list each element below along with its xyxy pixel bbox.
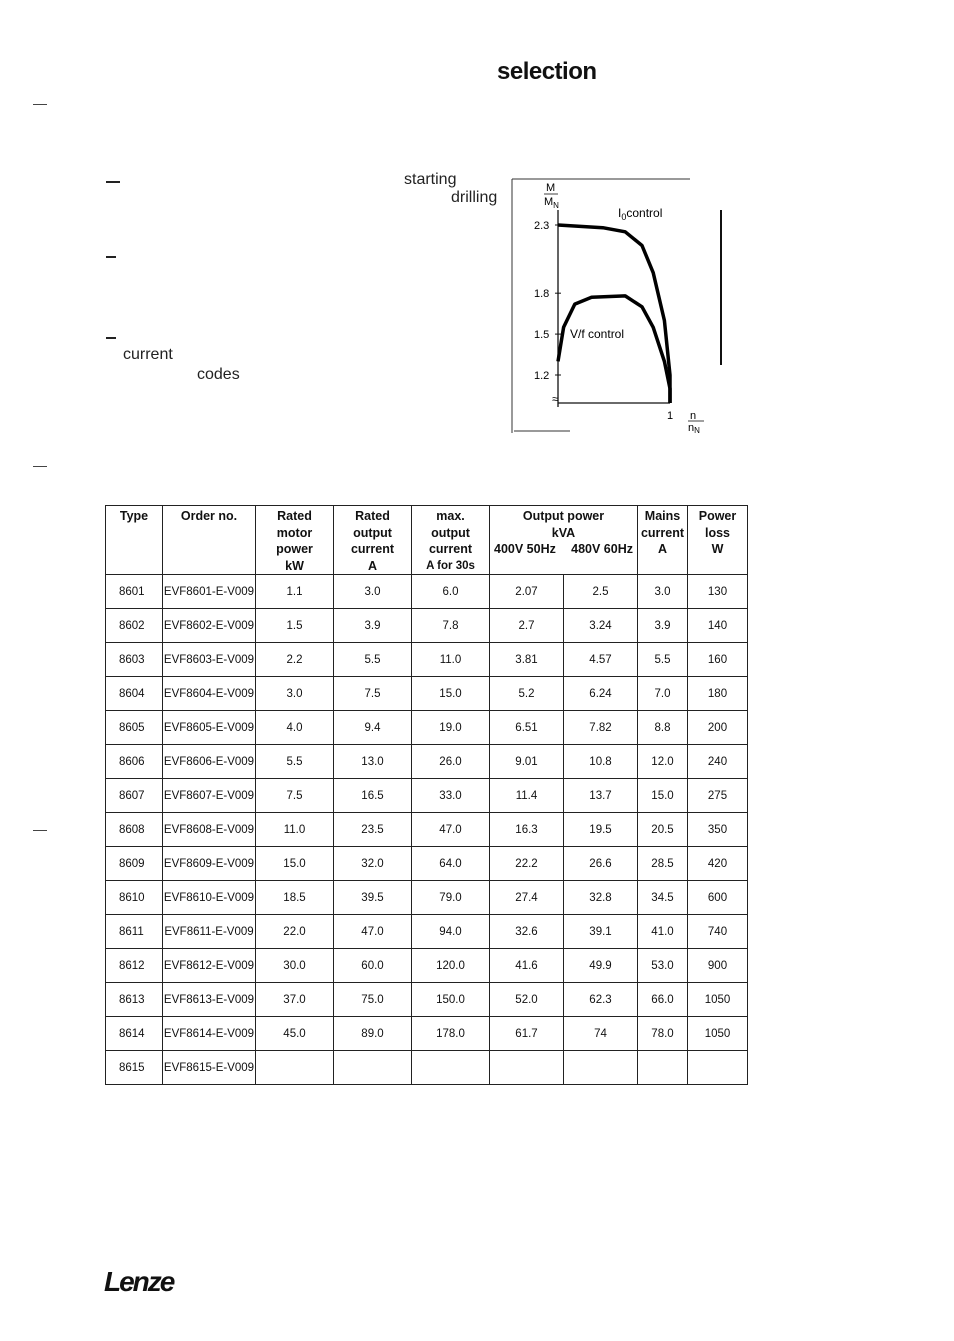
cell-mains-current: 3.0 xyxy=(638,575,688,609)
cell-order-no: EVF8601-E-V009 xyxy=(163,575,256,609)
cell-output-480v: 39.1 xyxy=(564,915,638,949)
cell-max-current: 120.0 xyxy=(412,949,490,983)
cell-power-loss: 200 xyxy=(688,711,748,745)
cell-max-current: 15.0 xyxy=(412,677,490,711)
cell-rated-current: 3.0 xyxy=(334,575,412,609)
cell-rated-power: 3.0 xyxy=(256,677,334,711)
cell-max-current: 178.0 xyxy=(412,1017,490,1051)
cell-max-current: 47.0 xyxy=(412,813,490,847)
table-row xyxy=(106,779,748,813)
cell-output-480v: 13.7 xyxy=(564,779,638,813)
header-type: Type xyxy=(106,506,163,575)
cell-output-480v: 32.8 xyxy=(564,881,638,915)
cell-output-400v: 61.7 xyxy=(490,1017,564,1051)
cell-rated-current: 39.5 xyxy=(334,881,412,915)
cell-max-current: 11.0 xyxy=(412,643,490,677)
cell-max-current xyxy=(412,1051,490,1085)
y-tick-label: 2.3 xyxy=(534,220,550,232)
cell-type: 8613 xyxy=(106,983,163,1017)
spec-table-body xyxy=(106,575,748,1085)
cell-power-loss: 1050 xyxy=(688,983,748,1017)
y-label-num: M xyxy=(546,182,556,194)
table-row xyxy=(106,983,748,1017)
cell-rated-power: 18.5 xyxy=(256,881,334,915)
cell-mains-current: 34.5 xyxy=(638,881,688,915)
margin-mark xyxy=(33,104,47,105)
cell-rated-power: 1.1 xyxy=(256,575,334,609)
cell-mains-current: 7.0 xyxy=(638,677,688,711)
series-line-vf-control xyxy=(558,296,670,403)
cell-rated-power: 2.2 xyxy=(256,643,334,677)
cell-mains-current: 53.0 xyxy=(638,949,688,983)
cell-output-400v: 27.4 xyxy=(490,881,564,915)
table-row xyxy=(106,847,748,881)
cell-order-no: EVF8610-E-V009 xyxy=(163,881,256,915)
y-tick-label: 1.8 xyxy=(534,288,550,301)
cell-power-loss: 275 xyxy=(688,779,748,813)
cell-output-400v: 2.07 xyxy=(490,575,564,609)
text-fragment: codes xyxy=(197,366,240,383)
cell-max-current: 19.0 xyxy=(412,711,490,745)
cell-order-no: EVF8608-E-V009 xyxy=(163,813,256,847)
cell-rated-power xyxy=(256,1051,334,1085)
margin-mark xyxy=(33,830,47,831)
cell-output-400v: 16.3 xyxy=(490,813,564,847)
header-rated-power: Rated motor power kW xyxy=(256,506,334,575)
cell-type: 8612 xyxy=(106,949,163,983)
cell-output-480v: 49.9 xyxy=(564,949,638,983)
cell-output-400v: 22.2 xyxy=(490,847,564,881)
cell-rated-current: 16.5 xyxy=(334,779,412,813)
cell-power-loss: 1050 xyxy=(688,1017,748,1051)
cell-rated-power: 15.0 xyxy=(256,847,334,881)
chart-series xyxy=(558,225,670,403)
cell-output-480v: 10.8 xyxy=(564,745,638,779)
cell-mains-current: 15.0 xyxy=(638,779,688,813)
cell-rated-current: 89.0 xyxy=(334,1017,412,1051)
x-label-num: n xyxy=(690,410,697,422)
cell-rated-power: 45.0 xyxy=(256,1017,334,1051)
cell-mains-current: 28.5 xyxy=(638,847,688,881)
cell-rated-power: 7.5 xyxy=(256,779,334,813)
header-output-sub xyxy=(490,541,637,558)
cell-order-no: EVF8606-E-V009 xyxy=(163,745,256,779)
y-tick-label: 1.2 xyxy=(534,370,550,382)
cell-rated-power: 22.0 xyxy=(256,915,334,949)
table-row xyxy=(106,949,748,983)
table-row xyxy=(106,711,748,745)
header-order: Order no. xyxy=(163,506,256,575)
cell-type: 8602 xyxy=(106,609,163,643)
cell-max-current: 64.0 xyxy=(412,847,490,881)
cell-type: 8604 xyxy=(106,677,163,711)
cell-max-current: 26.0 xyxy=(412,745,490,779)
cell-output-480v: 7.82 xyxy=(564,711,638,745)
cell-mains-current xyxy=(638,1051,688,1085)
cell-rated-current: 5.5 xyxy=(334,643,412,677)
cell-rated-current: 9.4 xyxy=(334,711,412,745)
cell-max-current: 33.0 xyxy=(412,779,490,813)
text-fragment: starting xyxy=(404,171,457,188)
spec-table xyxy=(105,505,748,1085)
cell-power-loss: 900 xyxy=(688,949,748,983)
cell-rated-power: 30.0 xyxy=(256,949,334,983)
cell-output-400v: 5.2 xyxy=(490,677,564,711)
cell-rated-power: 37.0 xyxy=(256,983,334,1017)
cell-output-480v: 6.24 xyxy=(564,677,638,711)
cell-rated-current: 3.9 xyxy=(334,609,412,643)
bullet-dash xyxy=(106,181,120,183)
cell-type: 8610 xyxy=(106,881,163,915)
cell-output-480v: 74 xyxy=(564,1017,638,1051)
cell-order-no: EVF8612-E-V009 xyxy=(163,949,256,983)
cell-order-no: EVF8603-E-V009 xyxy=(163,643,256,677)
cell-type: 8608 xyxy=(106,813,163,847)
x-tick-label: 1 xyxy=(667,410,674,422)
chart-canvas xyxy=(510,175,722,433)
cell-output-400v: 2.7 xyxy=(490,609,564,643)
cell-output-400v: 9.01 xyxy=(490,745,564,779)
cell-rated-current xyxy=(334,1051,412,1085)
y-tick-label: 1.5 xyxy=(534,329,550,342)
table-row xyxy=(106,915,748,949)
cell-order-no: EVF8615-E-V009 xyxy=(163,1051,256,1085)
cell-output-480v: 19.5 xyxy=(564,813,638,847)
cell-type: 8605 xyxy=(106,711,163,745)
series-label-vf: V/f control xyxy=(570,327,625,341)
cell-output-480v xyxy=(564,1051,638,1085)
cell-output-480v: 2.5 xyxy=(564,575,638,609)
cell-power-loss: 160 xyxy=(688,643,748,677)
cell-mains-current: 5.5 xyxy=(638,643,688,677)
cell-type: 8614 xyxy=(106,1017,163,1051)
cell-power-loss: 350 xyxy=(688,813,748,847)
table-row xyxy=(106,575,748,609)
cell-rated-current: 75.0 xyxy=(334,983,412,1017)
text-fragment: drilling xyxy=(451,189,498,206)
cell-type: 8603 xyxy=(106,643,163,677)
series-label-i0: $I_0control$ xyxy=(618,206,663,222)
header-rated-current: Rated output current A xyxy=(334,506,412,575)
cell-output-400v: 41.6 xyxy=(490,949,564,983)
cell-power-loss: 420 xyxy=(688,847,748,881)
series-line-i0-control xyxy=(558,225,670,403)
cell-mains-current: 20.5 xyxy=(638,813,688,847)
cell-rated-power: 4.0 xyxy=(256,711,334,745)
cell-order-no: EVF8613-E-V009 xyxy=(163,983,256,1017)
cell-max-current: 150.0 xyxy=(412,983,490,1017)
header-output-power: Output power kVA 400V 50Hz 480V 60Hz xyxy=(490,506,638,574)
cell-mains-current: 66.0 xyxy=(638,983,688,1017)
cell-rated-power: 11.0 xyxy=(256,813,334,847)
cell-order-no: EVF8607-E-V009 xyxy=(163,779,256,813)
cell-output-400v: 11.4 xyxy=(490,779,564,813)
table-row xyxy=(106,643,748,677)
header-max-current: max. output current A for 30s xyxy=(412,506,490,575)
cell-rated-power: 5.5 xyxy=(256,745,334,779)
cell-power-loss: 240 xyxy=(688,745,748,779)
bullet-dash xyxy=(106,256,116,258)
cell-order-no: EVF8605-E-V009 xyxy=(163,711,256,745)
cell-type: 8611 xyxy=(106,915,163,949)
table-row xyxy=(106,881,748,915)
cell-power-loss: 140 xyxy=(688,609,748,643)
cell-order-no: EVF8604-E-V009 xyxy=(163,677,256,711)
cell-type: 8609 xyxy=(106,847,163,881)
page-title: selection xyxy=(497,58,597,85)
cell-type: 8601 xyxy=(106,575,163,609)
cell-mains-current: 78.0 xyxy=(638,1017,688,1051)
cell-rated-current: 60.0 xyxy=(334,949,412,983)
header-output-400v: 400V 50Hz xyxy=(494,542,556,556)
cell-rated-current: 23.5 xyxy=(334,813,412,847)
header-power-loss: Power loss W xyxy=(688,506,748,575)
cell-rated-power: 1.5 xyxy=(256,609,334,643)
table-row xyxy=(106,745,748,779)
cell-max-current: 7.8 xyxy=(412,609,490,643)
torque-speed-chart xyxy=(510,175,722,433)
cell-output-400v: 6.51 xyxy=(490,711,564,745)
cell-mains-current: 12.0 xyxy=(638,745,688,779)
cell-max-current: 6.0 xyxy=(412,575,490,609)
cell-mains-current: 3.9 xyxy=(638,609,688,643)
text-fragment: current xyxy=(123,346,173,363)
header-output-480v: 480V 60Hz xyxy=(571,542,633,556)
cell-type: 8606 xyxy=(106,745,163,779)
cell-rated-current: 32.0 xyxy=(334,847,412,881)
cell-mains-current: 8.8 xyxy=(638,711,688,745)
cell-rated-current: 13.0 xyxy=(334,745,412,779)
cell-power-loss: 600 xyxy=(688,881,748,915)
cell-output-400v: 52.0 xyxy=(490,983,564,1017)
cell-power-loss: 740 xyxy=(688,915,748,949)
table-row xyxy=(106,677,748,711)
cell-type: 8615 xyxy=(106,1051,163,1085)
cell-output-400v xyxy=(490,1051,564,1085)
cell-output-400v: 32.6 xyxy=(490,915,564,949)
axis-break-mark: ≈ xyxy=(552,392,559,406)
table-row xyxy=(106,813,748,847)
cell-mains-current: 41.0 xyxy=(638,915,688,949)
cell-order-no: EVF8602-E-V009 xyxy=(163,609,256,643)
header-mains-current: Mains current A xyxy=(638,506,688,575)
cell-order-no: EVF8614-E-V009 xyxy=(163,1017,256,1051)
lenze-logo: Lenze xyxy=(104,1266,174,1297)
cell-output-480v: 3.24 xyxy=(564,609,638,643)
cell-max-current: 94.0 xyxy=(412,915,490,949)
cell-rated-current: 47.0 xyxy=(334,915,412,949)
cell-order-no: EVF8609-E-V009 xyxy=(163,847,256,881)
cell-output-400v: 3.81 xyxy=(490,643,564,677)
cell-type: 8607 xyxy=(106,779,163,813)
cell-power-loss xyxy=(688,1051,748,1085)
cell-output-480v: 62.3 xyxy=(564,983,638,1017)
y-label-den: $M_N$ xyxy=(544,196,559,210)
cell-power-loss: 130 xyxy=(688,575,748,609)
cell-power-loss: 180 xyxy=(688,677,748,711)
table-row xyxy=(106,1017,748,1051)
cell-rated-current: 7.5 xyxy=(334,677,412,711)
cell-order-no: EVF8611-E-V009 xyxy=(163,915,256,949)
table-row xyxy=(106,1051,748,1085)
table-row xyxy=(106,609,748,643)
x-label-den: nN xyxy=(688,422,700,433)
margin-mark xyxy=(33,466,47,467)
cell-output-480v: 26.6 xyxy=(564,847,638,881)
bullet-dash xyxy=(106,337,116,339)
cell-output-480v: 4.57 xyxy=(564,643,638,677)
cell-max-current: 79.0 xyxy=(412,881,490,915)
